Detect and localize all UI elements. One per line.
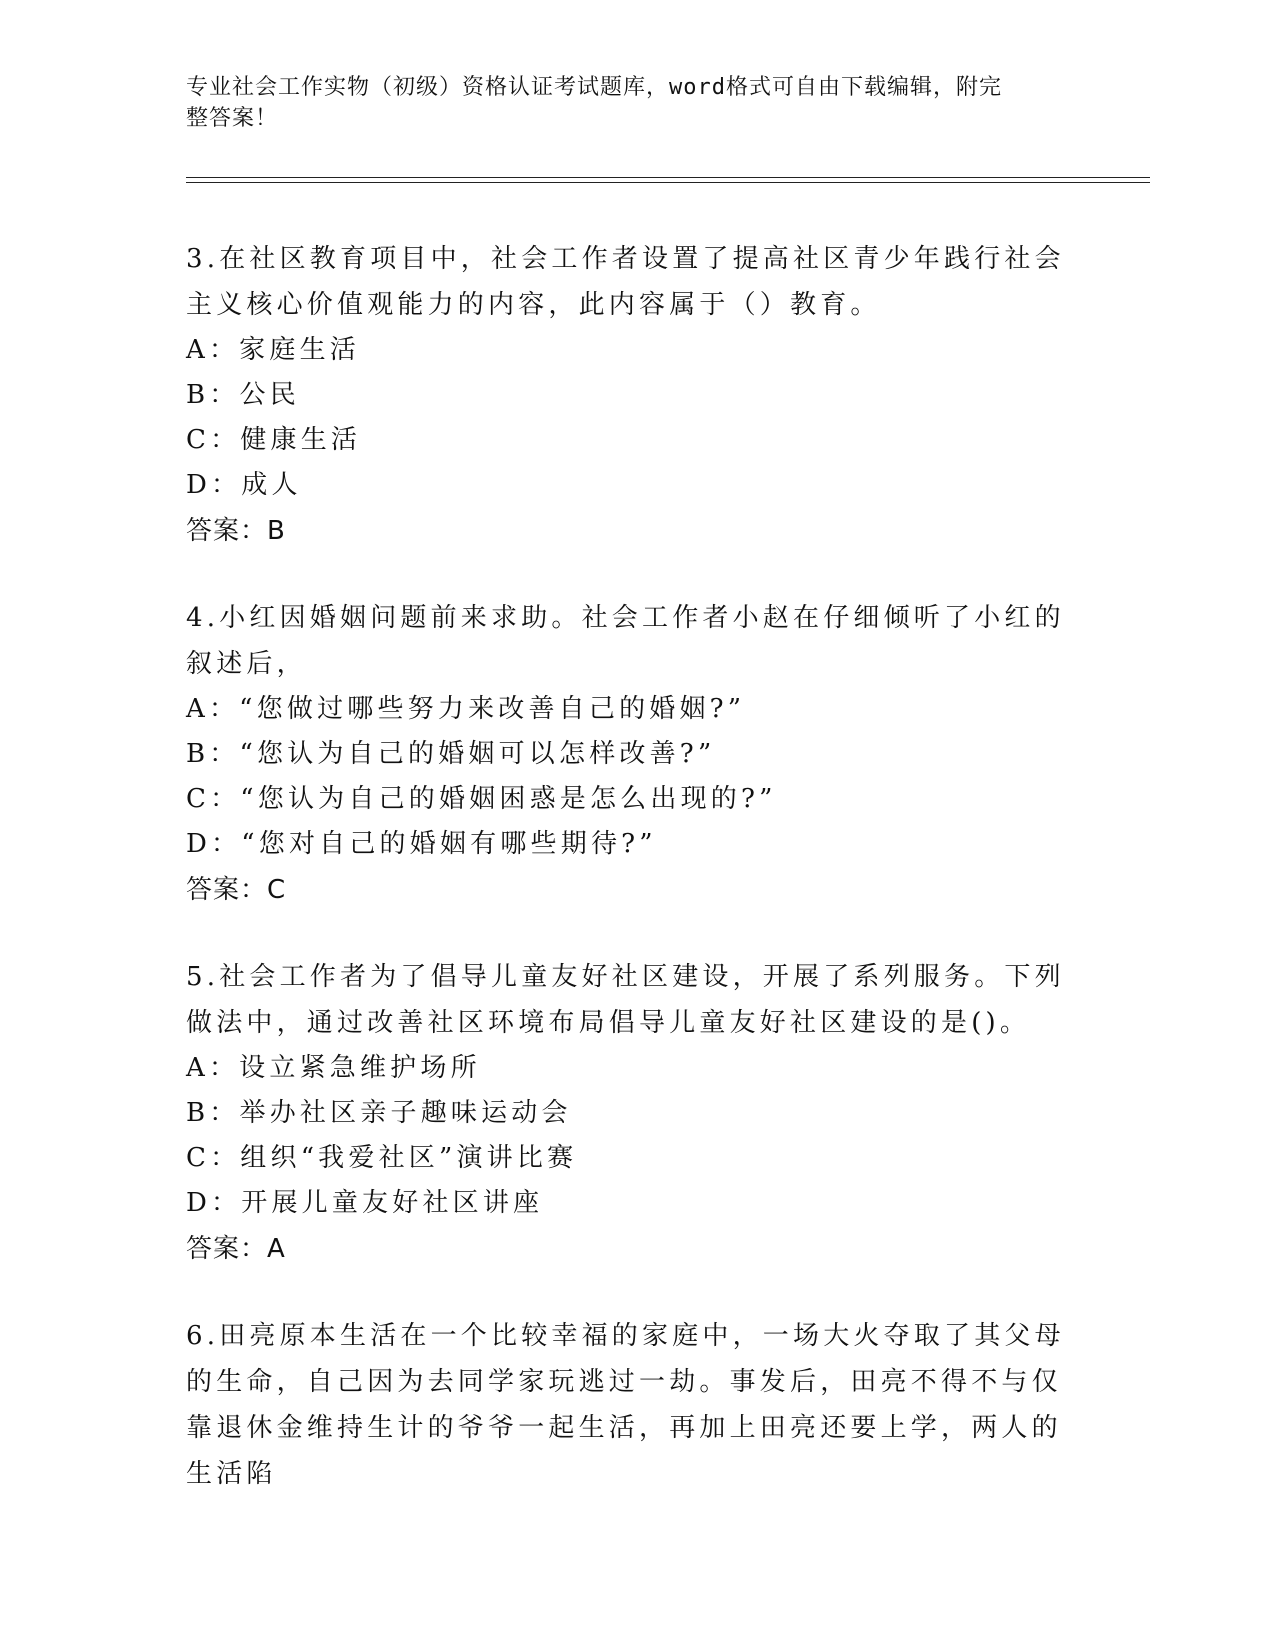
option-b: B：公民 bbox=[186, 380, 300, 410]
answer: 答案：B bbox=[186, 516, 286, 546]
option-c: C：健康生活 bbox=[186, 425, 362, 455]
answer: 答案：A bbox=[186, 1234, 286, 1264]
option-a: A：设立紧急维护场所 bbox=[186, 1053, 481, 1083]
question-4 bbox=[186, 595, 1086, 914]
option-d: D：成人 bbox=[186, 470, 302, 500]
header-divider-top bbox=[186, 177, 1150, 178]
question-text: 5.社会工作者为了倡导儿童友好社区建设，开展了系列服务。下列做法中，通过改善社区环境布局倡导儿童友好社区建设的是()。 bbox=[186, 962, 1065, 1038]
option-c: C：组织“我爱社区”演讲比赛 bbox=[186, 1143, 578, 1173]
option-a: A：“您做过哪些努力来改善自己的婚姻?” bbox=[186, 694, 746, 724]
question-6 bbox=[186, 1313, 1086, 1497]
header-line-2: 整答案！ bbox=[186, 106, 279, 131]
question-5 bbox=[186, 954, 1086, 1273]
option-c: C：“您认为自己的婚姻困惑是怎么出现的?” bbox=[186, 784, 777, 814]
option-d: D：“您对自己的婚姻有哪些期待?” bbox=[186, 829, 657, 859]
option-b: B：举办社区亲子趣味运动会 bbox=[186, 1098, 572, 1128]
answer: 答案：C bbox=[186, 875, 287, 905]
document-header bbox=[186, 72, 1066, 134]
question-text: 3.在社区教育项目中，社会工作者设置了提高社区青少年践行社会主义核心价值观能力的内容，此内容属于（）教育。 bbox=[186, 244, 1065, 320]
header-line-1: 专业社会工作实物（初级）资格认证考试题库，word格式可自由下载编辑，附完 bbox=[186, 75, 1002, 100]
header-divider-bottom bbox=[186, 182, 1150, 183]
question-3 bbox=[186, 236, 1086, 555]
question-text: 6.田亮原本生活在一个比较幸福的家庭中，一场大火夺取了其父母的生命，自己因为去同学家玩逃过一劫。事发后，田亮不得不与仅靠退休金维持生计的爷爷一起生活，再加上田亮还要上学，两人的生活陷 bbox=[186, 1321, 1065, 1489]
option-b: B：“您认为自己的婚姻可以怎样改善?” bbox=[186, 739, 716, 769]
option-d: D：开展儿童友好社区讲座 bbox=[186, 1188, 544, 1218]
question-text: 4.小红因婚姻问题前来求助。社会工作者小赵在仔细倾听了小红的叙述后， bbox=[186, 603, 1065, 679]
question-list bbox=[186, 236, 1086, 1537]
option-a: A：家庭生活 bbox=[186, 335, 360, 365]
